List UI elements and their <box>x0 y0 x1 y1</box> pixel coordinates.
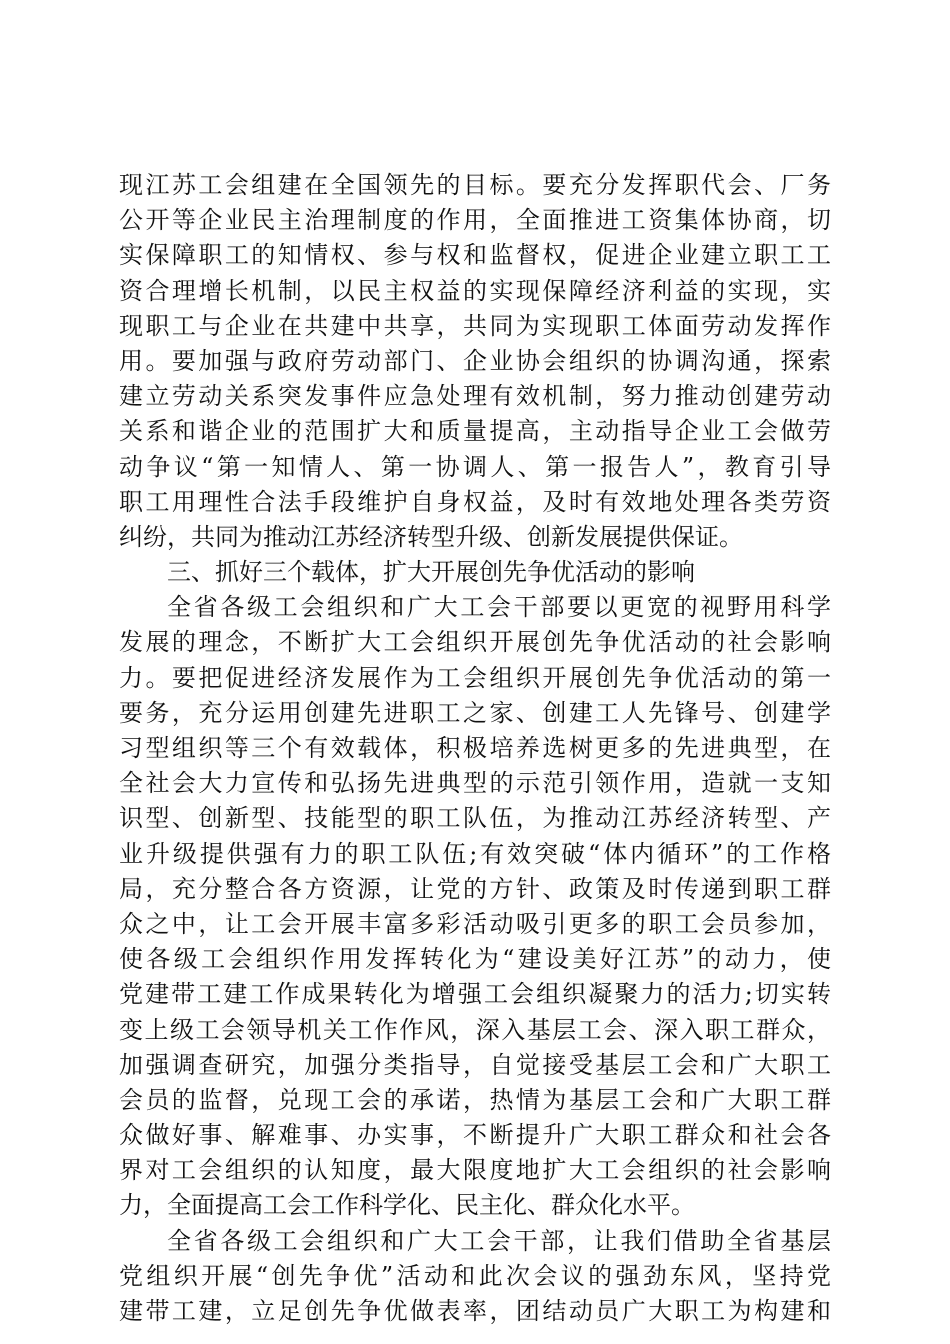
text-line: 要务，充分运用创建先进职工之家、创建工人先锋号、创建学 <box>119 698 831 727</box>
text-line: 党组织开展“创先争优”活动和此次会议的强劲东风，坚持党 <box>119 1261 831 1290</box>
text-line: 全省各级工会组织和广大工会干部，让我们借助全省基层 <box>167 1226 831 1255</box>
text-line: 界对工会组织的认知度，最大限度地扩大工会组织的社会影响 <box>119 1156 831 1185</box>
text-line: 使各级工会组织作用发挥转化为“建设美好江苏”的动力，使 <box>119 945 831 974</box>
text-line: 现江苏工会组建在全国领先的目标。要充分发挥职代会、厂务 <box>119 171 831 199</box>
text-line: 变上级工会领导机关工作作风，深入基层工会、深入职工群众， <box>119 1015 831 1044</box>
text-line: 发展的理念，不断扩大工会组织开展创先争优活动的社会影响 <box>119 628 831 657</box>
text-line: 纠纷，共同为推动江苏经济转型升级、创新发展提供保证。 <box>119 522 743 551</box>
text-line: 全社会大力宣传和弘扬先进典型的示范引领作用，造就一支知 <box>119 769 831 798</box>
text-line: 建带工建，立足创先争优做表率，团结动员广大职工为构建和 <box>119 1297 831 1325</box>
text-line: 局，充分整合各方资源，让党的方针、政策及时传递到职工群 <box>119 874 831 903</box>
document-body-text <box>119 168 831 1329</box>
text-line: 会员的监督，兑现工会的承诺，热情为基层工会和广大职工群 <box>119 1085 831 1114</box>
text-line: 力。要把促进经济发展作为工会组织开展创先争优活动的第一 <box>119 663 831 692</box>
text-line: 众做好事、解难事、办实事，不断提升广大职工群众和社会各 <box>119 1121 831 1150</box>
text-line: 党建带工建工作成果转化为增强工会组织凝聚力的活力;切实转 <box>119 980 831 1009</box>
text-line: 关系和谐企业的范围扩大和质量提高，主动指导企业工会做劳 <box>119 417 831 446</box>
text-line: 建立劳动关系突发事件应急处理有效机制，努力推动创建劳动 <box>119 382 831 411</box>
text-line: 全省各级工会组织和广大工会干部要以更宽的视野用科学 <box>167 593 831 622</box>
text-line: 力，全面提高工会工作科学化、民主化、群众化水平。 <box>119 1191 695 1220</box>
text-line: 实保障职工的知情权、参与权和监督权，促进企业建立职工工 <box>119 241 831 270</box>
text-line: 公开等企业民主治理制度的作用，全面推进工资集体协商，切 <box>119 206 831 235</box>
text-line: 用。要加强与政府劳动部门、企业协会组织的协调沟通，探索 <box>119 346 831 375</box>
text-line: 资合理增长机制，以民主权益的实现保障经济利益的实现，实 <box>119 276 831 305</box>
text-line: 业升级提供强有力的职工队伍;有效突破“体内循环”的工作格 <box>119 839 831 868</box>
text-line: 习型组织等三个有效载体，积极培养选树更多的先进典型，在 <box>119 734 831 762</box>
text-line: 加强调查研究，加强分类指导，自觉接受基层工会和广大职工 <box>119 1050 831 1079</box>
text-line: 识型、创新型、技能型的职工队伍，为推动江苏经济转型、产 <box>119 804 831 833</box>
text-line: 众之中，让工会开展丰富多彩活动吸引更多的职工会员参加， <box>119 909 831 938</box>
text-line: 动争议“第一知情人、第一协调人、第一报告人”，教育引导 <box>119 452 831 481</box>
text-line: 现职工与企业在共建中共享，共同为实现职工体面劳动发挥作 <box>119 311 831 340</box>
text-line: 职工用理性合法手段维护自身权益，及时有效地处理各类劳资 <box>119 487 831 516</box>
text-line: 三、抓好三个载体，扩大开展创先争优活动的影响 <box>167 558 695 587</box>
